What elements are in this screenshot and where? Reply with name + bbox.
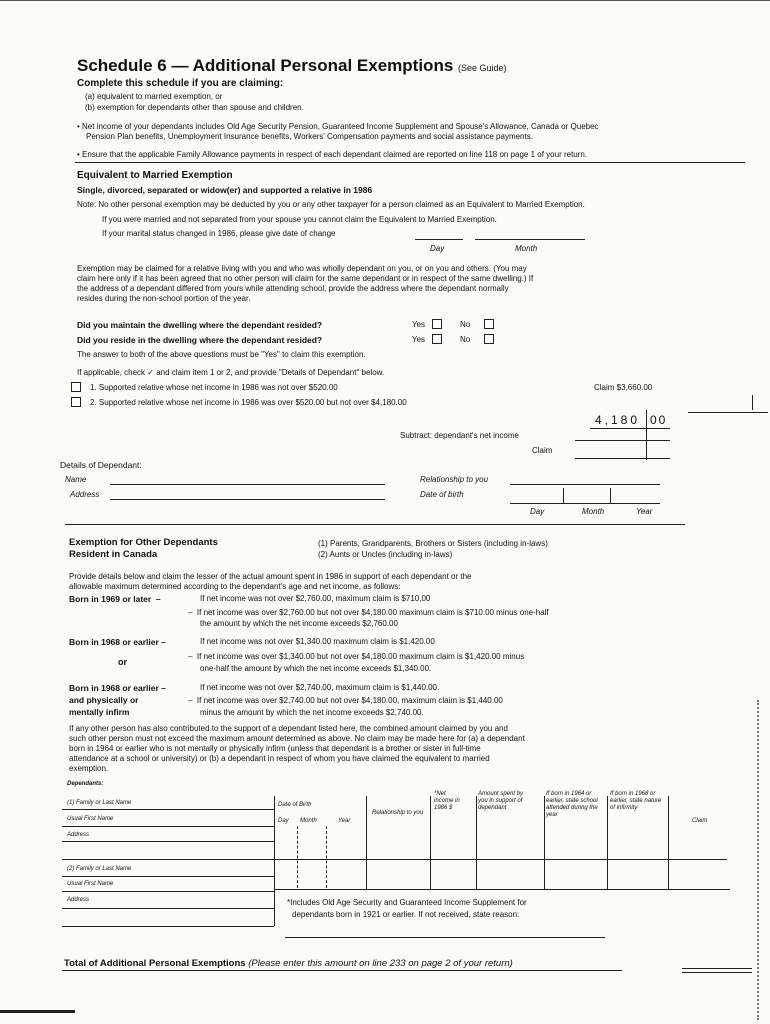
dob-label: Date of birth — [420, 490, 464, 499]
table-col-line — [544, 796, 545, 889]
q2-no-checkbox[interactable] — [484, 334, 494, 344]
rule-2a: If net income was not over $1,340.00 maximum claim is $1,420.00 — [200, 637, 435, 646]
table-rule — [62, 926, 274, 927]
q1-no-checkbox[interactable] — [484, 319, 494, 329]
other-heading: Exemption for Other Dependants — [69, 537, 218, 548]
intro-bullet-2: • Ensure that the applicable Family Allowance payments in respect of each dependant claimed are reported on line 118 on page 1 of your return. — [77, 150, 588, 159]
rule-3b: – If net income was over $2,740.00 but not over $4,180.00, maximum claim is $1,440.00 — [188, 696, 503, 705]
col-month: Month — [300, 818, 317, 824]
dependants-label: Dependants: — [67, 781, 104, 787]
col-year: Year — [338, 818, 351, 824]
max-amount-dollars: 4,180 — [595, 413, 641, 427]
q1-no-label: No — [460, 320, 471, 329]
answer-note: The answer to both of the above questions must be "Yes" to claim this exemption. — [77, 350, 366, 359]
col-born-1968: If born in 1968 or earlier, state nature of infirmity — [610, 791, 662, 811]
item1-checkbox[interactable] — [71, 382, 81, 392]
table-rule — [62, 841, 274, 842]
q2-yes-label: Yes — [412, 335, 426, 344]
item2-label: 2. Supported relative whose net income in 1986 was over $520.00 but not over $4,180.00 — [90, 398, 407, 407]
table-col-line — [430, 796, 431, 889]
footnote-2: dependants born in 1921 or earlier. If not received, state reason: — [292, 910, 520, 919]
footnote-rule — [285, 937, 605, 938]
born-1968-label: Born in 1968 or earlier – — [69, 637, 166, 647]
change-month-label: Month — [515, 244, 538, 253]
rule-3a: If net income was not over $2,740.00, maximum claim is $1,440.00. — [200, 683, 440, 692]
dep2-address: Address — [67, 897, 90, 903]
dep1-address: Address — [67, 832, 90, 838]
dob-month-label: Month — [582, 507, 605, 516]
contrib-note-3: born in 1964 or earlier who is not mentally or physically infirm (unless that dependant is a brother or sister in full-time — [69, 744, 481, 753]
married-para-3: the address of a dependant differed from yours while attending school, provide the address where the dependant normally — [77, 284, 509, 293]
table-rule — [62, 826, 274, 827]
q2-yes-checkbox[interactable] — [432, 334, 442, 344]
section-divider — [75, 162, 745, 163]
col-claim: Claim — [692, 818, 708, 824]
table-col-line — [297, 826, 298, 888]
contrib-note-4: attendance at a school or university) or (b) a dependant in respect of whom you have claimed the equivalent to married — [69, 754, 490, 763]
item1-label: 1. Supported relative whose net income in 1986 was not over $520.00 — [90, 383, 338, 392]
total-underline — [62, 970, 622, 971]
page-title: Schedule 6 — Additional Personal Exemptions (See Guide) — [77, 56, 507, 75]
dep2-usual-name: Usual First Name — [67, 881, 114, 887]
category-1: (1) Parents, Grandparents, Brothers or Sisters (including in-laws) — [318, 539, 548, 548]
details-heading: Details of Dependant: — [60, 460, 142, 470]
amount-column-divider — [646, 410, 647, 460]
intro-item-b: (b) exemption for dependants other than spouse and children. — [85, 103, 304, 112]
contrib-note-1: If any other person has also contributed to the support of a dependant listed here, the combined amount claimed by you and — [69, 724, 508, 733]
check-note: If applicable, check ✓ and claim item 1 or 2, and provide "Details of Dependant" below. — [77, 368, 385, 377]
married-para-2: claim here only if it has been agreed that no other person will claim for the same dependant or in respect of the same dwelling.) If — [77, 274, 534, 283]
table-rule — [62, 908, 274, 909]
rule-1a: If net income was not over $2,760.00, maximum claim is $710.00 — [200, 594, 431, 603]
dob-divider-2 — [610, 488, 611, 503]
dep1-family-name: (1) Family or Last Name — [67, 800, 132, 806]
address-label: Address — [70, 490, 100, 499]
item2-checkbox[interactable] — [71, 397, 81, 407]
rule-2b: – If net income was over $1,340.00 but not over $4,180.00 maximum claim is $1,420.00 minus — [188, 652, 525, 661]
q2-no-label: No — [460, 335, 471, 344]
dep2-family-name: (2) Family or Last Name — [67, 866, 132, 872]
table-rule — [62, 876, 274, 877]
change-day-field[interactable] — [415, 239, 463, 240]
footnote-1: *Includes Old Age Security and Guaranteed Income Supplement for — [287, 898, 527, 907]
table-rule — [62, 859, 727, 860]
claim-field[interactable] — [575, 458, 670, 459]
or-label: or — [118, 657, 127, 667]
contrib-note-2: such other person must not exceed the maximum amount determined as above. No claim may be made here for (a) a dependant — [69, 734, 525, 743]
married-note-2: If you were married and not separated from your spouse you cannot claim the Equivalent to Married Exemption. — [102, 215, 497, 224]
total-line — [64, 958, 513, 970]
provide-note-2: allowable maximum determined according to the dependant's age and net income, as follows: — [69, 582, 401, 591]
rule-2c: one-half the amount by which the net income exceeds $1,340.00. — [200, 664, 432, 673]
rule-3c: minus the amount by which the net income exceeds $2,740.00. — [200, 708, 424, 717]
dob-year-label: Year — [636, 507, 653, 516]
intro-heading: Complete this schedule if you are claiming: — [77, 78, 284, 89]
table-col-line — [476, 796, 477, 889]
relationship-field[interactable] — [510, 484, 660, 485]
married-note: Note: No other personal exemption may be deducted by you or any other taxpayer for a person claimed as an Equivalent to Married Exemption. — [77, 200, 585, 209]
dob-divider-1 — [563, 488, 564, 503]
married-subheading: Single, divorced, separated or widow(er) and supported a relative in 1986 — [77, 185, 373, 195]
q1-yes-checkbox[interactable] — [432, 319, 442, 329]
married-note-3: If your marital status changed in 1986, please give date of change — [102, 229, 336, 238]
dependant-name-field[interactable] — [110, 484, 385, 485]
col-net-income: *Net income in 1986 $ — [434, 791, 460, 811]
scan-bottom-mark — [0, 1010, 75, 1013]
scan-right-edge — [757, 700, 759, 1020]
table-col-line — [326, 826, 327, 888]
married-heading: Equivalent to Married Exemption — [77, 170, 233, 181]
change-month-field[interactable] — [475, 239, 585, 240]
total-field[interactable] — [682, 968, 752, 969]
born-1968-infirm-label-2: and physically or — [69, 695, 139, 705]
table-rule — [62, 891, 274, 892]
total-note: (Please enter this amount on line 233 on page 2 of your return) — [248, 958, 513, 969]
col-day: Day — [278, 818, 289, 824]
provide-note: Provide details below and claim the lesser of the actual amount spent in 1986 in support of each dependant or the — [69, 572, 472, 581]
rule-1c: the amount by which the net income exceeds $2,760.00 — [200, 619, 398, 628]
category-2: (2) Aunts or Uncles (including in-laws) — [318, 550, 453, 559]
claim-label: Claim — [532, 446, 553, 455]
table-col-line — [607, 796, 608, 889]
table-col-line — [668, 796, 669, 889]
net-income-field[interactable] — [575, 440, 670, 441]
rule-1b: – If net income was over $2,760.00 but not over $4,180.00 maximum claim is $710.00 minus one-half — [188, 608, 549, 617]
married-para-1: Exemption may be claimed for a relative living with you and who was wholly dependant on you, or on you and others. (You may — [77, 264, 527, 273]
col-date-of-birth: Date of Birth — [278, 802, 312, 808]
other-heading-2: Resident in Canada — [69, 549, 158, 560]
dob-field[interactable] — [510, 503, 660, 504]
total-field-double — [682, 972, 752, 973]
born-1968-infirm-label-3: mentally infirm — [69, 707, 130, 717]
q1-yes-label: Yes — [412, 320, 426, 329]
col-born-1964: If born in 1964 or earlier, state school attended during the year — [546, 791, 598, 818]
question-reside: Did you reside in the dwelling where the dependant resided? — [77, 335, 323, 345]
amount-rule — [590, 428, 670, 429]
born-1969-label: Born in 1969 or later – — [69, 594, 161, 604]
table-rule — [275, 889, 730, 890]
item1-claim: Claim $3,660.00 — [594, 383, 653, 392]
table-rule — [62, 809, 274, 810]
table-col-line — [366, 796, 367, 889]
intro-item-a: (a) equivalent to married exemption, or — [85, 92, 223, 101]
dep1-usual-name: Usual First Name — [67, 816, 114, 822]
margin-tick — [752, 395, 753, 410]
dependant-address-field[interactable] — [110, 499, 385, 500]
total-label: Total of Additional Personal Exemptions — [64, 958, 246, 969]
relationship-label: Relationship to you — [420, 475, 489, 484]
name-label: Name — [65, 475, 87, 484]
married-para-4: resides during the non-school portion of the year. — [77, 294, 251, 303]
born-1968-infirm-label: Born in 1968 or earlier – — [69, 683, 166, 693]
contrib-note-5: exemption. — [69, 764, 109, 773]
change-day-label: Day — [430, 244, 445, 253]
see-guide-note: (See Guide) — [458, 63, 507, 73]
margin-rule — [688, 412, 768, 413]
dob-day-label: Day — [530, 507, 545, 516]
intro-bullet-1-cont: Pension Plan benefits, Unemployment Insurance benefits, Workers' Compensation payments and social assistance payments. — [86, 132, 533, 141]
max-amount-cents: 00 — [650, 413, 668, 427]
question-maintain: Did you maintain the dwelling where the dependant resided? — [77, 320, 323, 330]
col-relationship: Relationship to you — [372, 810, 424, 816]
table-col-line — [274, 796, 275, 926]
subtract-label: Subtract: dependant's net income — [400, 431, 519, 440]
section-divider-2 — [65, 524, 685, 525]
scan-top-edge — [0, 0, 770, 1]
col-amount-spent: Amount spent by you in support of dependant — [478, 791, 524, 811]
intro-bullet-1: • Net income of your dependants includes Old Age Security Pension, Guaranteed Income Supplement and Spouse's Allowance, Canada or Quebec — [77, 122, 599, 131]
